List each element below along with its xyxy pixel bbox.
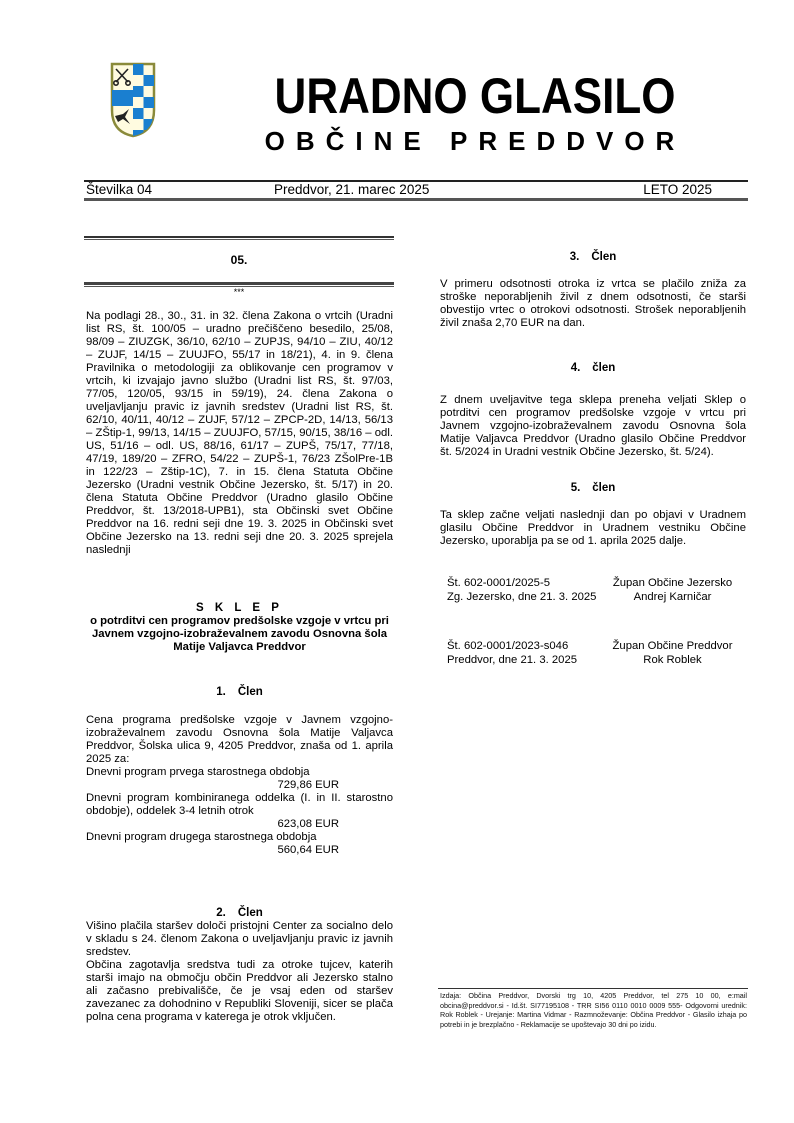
article-3-heading: [440, 250, 746, 264]
signature-2-reference: [447, 640, 597, 667]
publication-subtitle: OBČINE PREDDVOR: [264, 126, 686, 156]
price-program-2: Dnevni program kombiniranega oddelka (I. in II. starostno obdobje), oddelek 3-4 letnih otrok: [86, 792, 393, 817]
price-value-1: 729,86 EUR: [277, 779, 339, 791]
publication-title: URADNO GLASILO: [274, 68, 676, 124]
article-number: 5.: [570, 482, 581, 494]
decision-title-block: [86, 602, 393, 654]
signature-2-signatory: [600, 640, 745, 667]
article-3-body: V primeru odsotnosti otroka iz vrtca se plačilo zniža za stroške neporabljenih živil z dnem odsotnosti, če starši obvestijo vrtec o otrokovi odsotnosti. Strošek neporabljenih živil znaša 2,70 EUR na dan.: [440, 278, 746, 329]
imprint-text: Izdaja: Občina Preddvor, Dvorski trg 10, 4205 Preddvor, tel 275 10 00, e:mail obcina@preddvor.si - Id.št. SI77195108 - TRR SI56 0110 0010 0009 555- Odgovorni urednik: Rok Roblek - Urejanje: Martina Vidmar - Razmnoževanje: Občina Preddvor - Glasilo izhaja po potrebi in je brezplačno - Reklamacije se upoštevajo 30 dni po izidu.: [440, 991, 747, 1029]
article-5-body: Ta sklep začne veljati naslednji dan po objavi v Uradnem glasilu Občine Preddvor in Uradnem vestniku Občine Jezersko, uporablja pa se od 1. aprila 2025 dalje.: [440, 509, 746, 547]
signature-1-signatory: [600, 577, 745, 604]
signatory-name: Rok Roblek: [643, 653, 702, 666]
issue-info-row: [84, 182, 748, 198]
article-2-heading: [86, 906, 393, 920]
issue-year: LETO 2025: [643, 182, 712, 197]
place-date: Preddvor, dne 21. 3. 2025: [447, 653, 578, 666]
article-1-heading: [86, 685, 393, 699]
legal-basis-paragraph: Na podlagi 28., 30., 31. in 32. člena Zakona o vrtcih (Uradni list RS, št. 100/05 – uradno prečiščeno besedilo, 25/08, 98/09 – ZIUZGK, 36/10, 62/10 – ZUPJS, 94/10 – ZIU, 40/12 – ZUJF, 14/15 – ZUUJFO, 55/17 in 18/21), 4. in 9. člena Pravilnika o metodologiji za oblikovanje cen programov v vrtcih, ki izvajajo javno službo (Uradni list RS, št. 97/03, 77/05, 120/05, 93/15 in 59/19), 24. člena Zakona o uveljavljanju pravic iz javnih sredstev (Uradni list RS, št. 62/10, 40/11, 40/12 – ZUJF, 57/12 – ZPCP-2D, 14/13, 56/13 – ZŠtip-1, 99/13, 14/15 – ZUUJFO, 57/15, 90/15, 38/16 – odl. US, 51/16 – odl. US, 88/16, 61/17 – ZUPŠ, 75/17, 77/18, 47/19, 189/20 – ZFRO, 54/22 – ZUPŠ-1, 76/23 ZŠolPre-1B in 122/23 – Zštip-1C), 7. in 15. člena Statuta Občine Jezersko (Uradni vestnik Občine Jezersko, št. 5/17) in 20. člena Statuta Občine Preddvor (Uradno glasilo Občine Preddvor, št. 13/2018-UPB1), sta Občinski svet Občine Preddvor na 16. redni seji dne 19. 3. 2025 in Občinski svet Občine Jezersko na 13. redni seji dne 20. 3. 2025 sprejela naslednji: [86, 310, 393, 556]
place-date: Zg. Jezersko, dne 21. 3. 2025: [447, 590, 597, 603]
article-label: člen: [592, 362, 616, 374]
article-label: Člen: [237, 686, 263, 698]
article-4-body: Z dnem uveljavitve tega sklepa preneha veljati Sklep o potrditvi cen programov predšolske vzgoje v vrtcu pri Javnem vzgojno-izobraževalnem zavodu Osnovna šola Matije Valjavca Preddvor (Uradno glasilo Občine Preddvor št. 5/2024 in Uradni vestnik Občine Jezersko, št. 5/24).: [440, 394, 746, 458]
price-program-3: Dnevni program drugega starostnega obdobja: [86, 831, 317, 843]
price-program-1: Dnevni program prvega starostnega obdobja: [86, 766, 310, 778]
article-2-body: [86, 920, 393, 1024]
imprint-rule: [438, 988, 748, 989]
article-1-body: [86, 714, 393, 857]
signatory-role: Župan Občine Jezersko: [612, 577, 733, 589]
reference-number: Št. 602-0001/2023-s046: [447, 640, 569, 652]
article-label: člen: [592, 482, 616, 494]
article-number: 4.: [570, 362, 581, 374]
issue-place-date: Preddvor, 21. marec 2025: [274, 182, 430, 197]
article-label: Člen: [591, 251, 617, 263]
signatory-role: Župan Občine Preddvor: [612, 640, 733, 652]
article-label: Člen: [237, 907, 263, 919]
article-5-heading: [440, 481, 746, 495]
article-number: 1.: [216, 686, 226, 698]
article-4-heading: [440, 361, 746, 375]
decision-heading: S K L E P: [196, 602, 283, 614]
coat-of-arms-icon: [110, 62, 156, 138]
article-2-paragraph-2: Občina zagotavlja sredstva tudi za otroke tujcev, katerih starši imajo na območju občin Preddvor ali Jezersko stalno ali začasno prebivališče, če je vsaj eden od staršev zavezanec za dohodnino v Republiki Sloveniji, sicer se plača polna cena programa v katerega je otrok vključen.: [86, 959, 393, 1023]
article-2-paragraph-1: Višino plačila staršev določi pristojni Center za socialno delo v skladu s 24. členom Zakona o uveljavljanju pravic iz javnih sredstev.: [86, 920, 393, 958]
issue-number: Številka 04: [86, 182, 153, 197]
price-value-2: 623,08 EUR: [277, 818, 339, 830]
article-number: 3.: [569, 251, 580, 263]
section-rule-top: [84, 236, 394, 240]
article-number: 2.: [216, 907, 226, 919]
signature-1-reference: [447, 577, 597, 604]
signatory-name: Andrej Karničar: [633, 590, 712, 603]
document-number: 05.: [230, 253, 248, 267]
article-1-intro: Cena programa predšolske vzgoje v Javnem vzgojno-izobraževalnem zavodu Osnovna šola Matije Valjavca Preddvor, Šolska ulica 9, 4205 Preddvor, znaša od 1. aprila 2025 za:: [86, 714, 393, 765]
reference-number: Št. 602-0001/2025-5: [447, 577, 551, 589]
decision-subject: o potrditvi cen programov predšolske vzgoje v vrtcu pri Javnem vzgojno-izobraževalnem zavodu Osnovna šola Matije Valjavca Preddvor: [90, 615, 389, 653]
header-rule-bottom: [84, 198, 748, 201]
separator-stars: ***: [233, 287, 245, 297]
price-value-3: 560,64 EUR: [277, 844, 339, 856]
